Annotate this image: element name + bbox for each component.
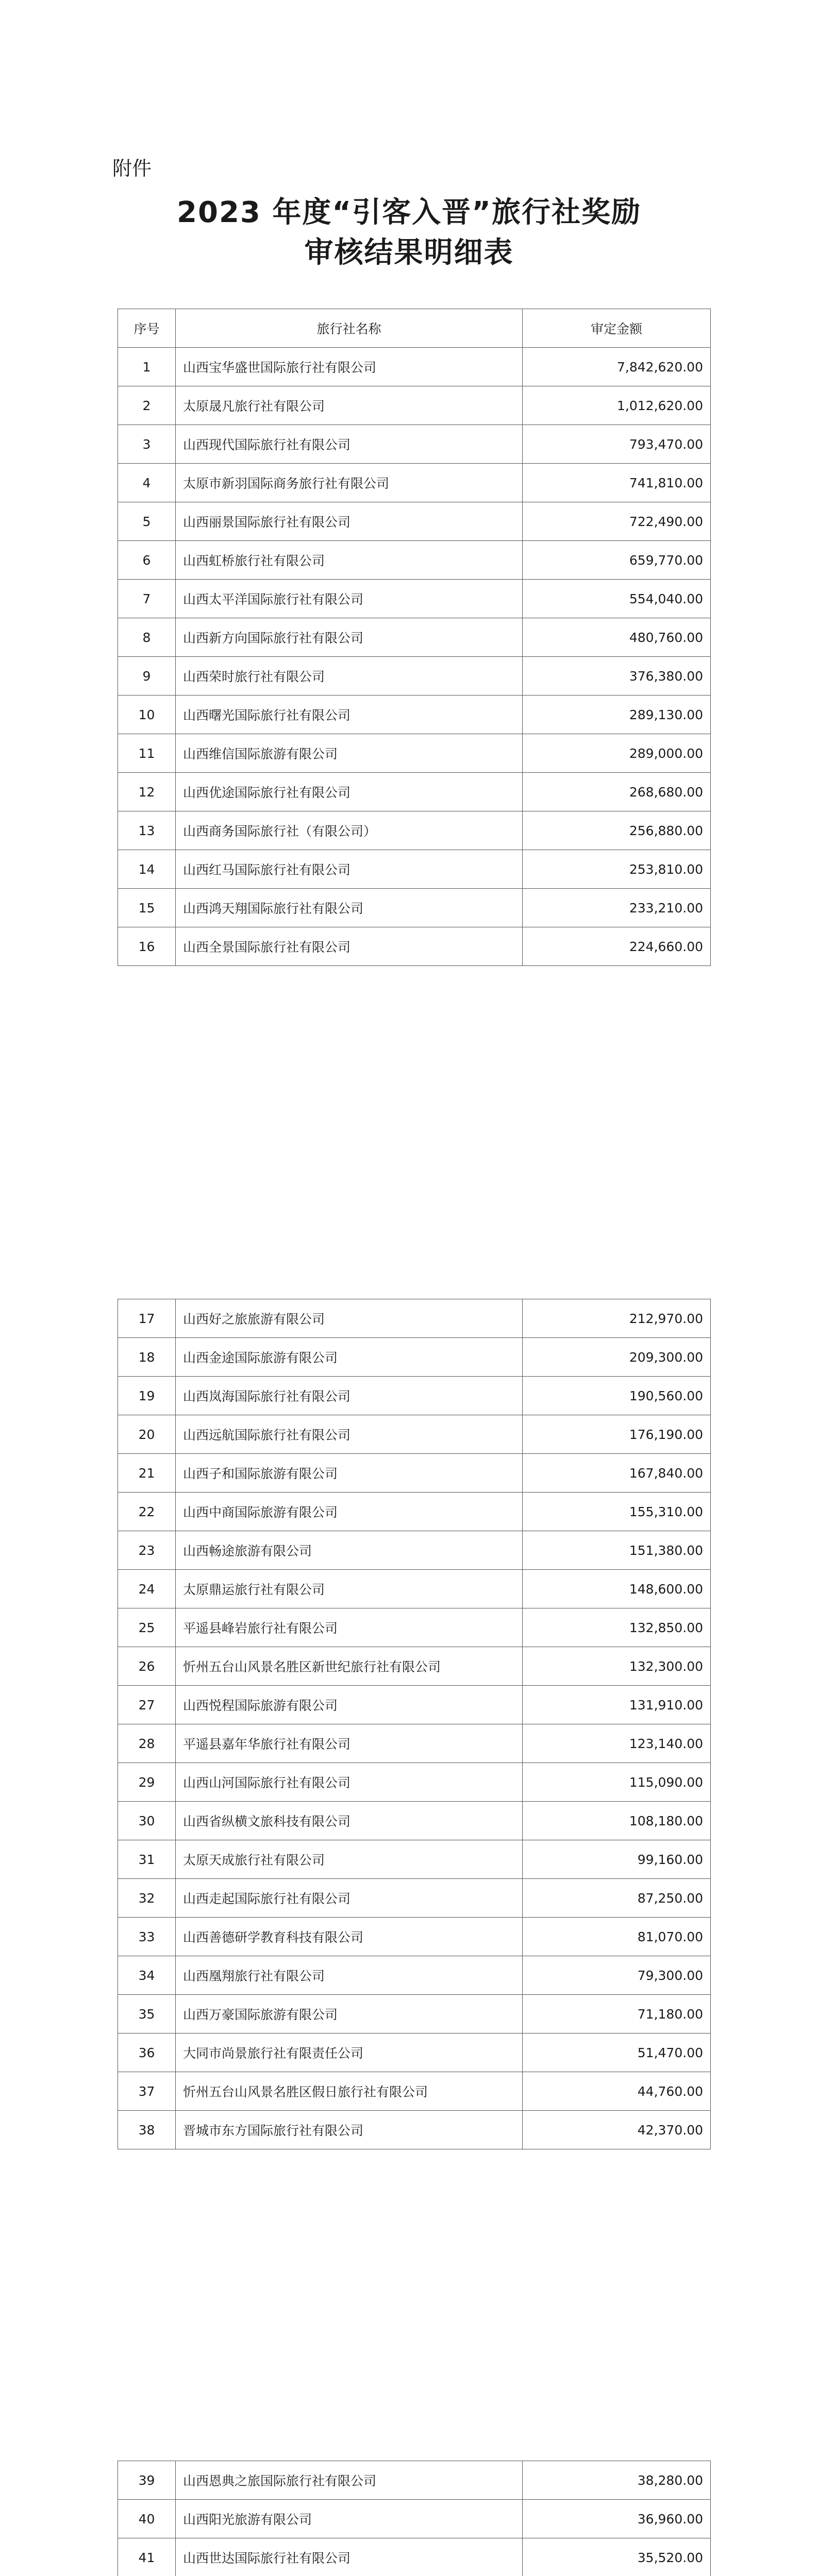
row-number: 34 [118, 1956, 176, 1995]
agency-name: 太原晟凡旅行社有限公司 [176, 386, 523, 425]
approved-amount: 741,810.00 [523, 464, 711, 502]
row-number: 38 [118, 2111, 176, 2149]
table-row [118, 1454, 711, 1493]
table-row [118, 464, 711, 502]
agency-name: 山西世达国际旅行社有限公司 [176, 2538, 523, 2576]
row-number: 4 [118, 464, 176, 502]
table-row [118, 2033, 711, 2072]
table-row [118, 927, 711, 966]
approved-amount: 131,910.00 [523, 1686, 711, 1724]
agency-name: 太原鼎运旅行社有限公司 [176, 1570, 523, 1608]
table-row [118, 889, 711, 927]
table-row [118, 1763, 711, 1802]
table-row [118, 2538, 711, 2576]
row-number: 9 [118, 657, 176, 696]
approved-amount: 38,280.00 [523, 2461, 711, 2500]
agency-name: 山西红马国际旅行社有限公司 [176, 850, 523, 889]
row-number: 31 [118, 1840, 176, 1879]
row-number: 30 [118, 1802, 176, 1840]
table-row [118, 850, 711, 889]
row-number: 1 [118, 348, 176, 386]
agency-name: 山西曙光国际旅行社有限公司 [176, 696, 523, 734]
approved-amount: 132,850.00 [523, 1608, 711, 1647]
table-row [118, 1995, 711, 2033]
approved-amount: 722,490.00 [523, 502, 711, 541]
table-row [118, 2111, 711, 2149]
table-row [118, 1377, 711, 1415]
agency-name: 山西岚海国际旅行社有限公司 [176, 1377, 523, 1415]
approved-amount: 123,140.00 [523, 1724, 711, 1763]
table-row [118, 1840, 711, 1879]
table-row [118, 541, 711, 580]
approved-amount: 289,000.00 [523, 734, 711, 773]
approved-amount: 190,560.00 [523, 1377, 711, 1415]
attachment-label: 附件 [112, 157, 152, 180]
row-number: 16 [118, 927, 176, 966]
table-row [118, 502, 711, 541]
document-title-line1: 2023 年度“引客入晋”旅行社奖励 [177, 196, 641, 229]
agency-name: 山西鸿天翔国际旅行社有限公司 [176, 889, 523, 927]
row-number: 2 [118, 386, 176, 425]
table-row [118, 1918, 711, 1956]
approved-amount: 256,880.00 [523, 811, 711, 850]
header-amount: 审定金额 [523, 309, 711, 348]
agency-name: 山西远航国际旅行社有限公司 [176, 1415, 523, 1454]
agency-name: 山西凰翔旅行社有限公司 [176, 1956, 523, 1995]
approved-amount: 36,960.00 [523, 2500, 711, 2538]
table-row [118, 1531, 711, 1570]
row-number: 26 [118, 1647, 176, 1686]
approved-amount: 554,040.00 [523, 580, 711, 618]
header-no: 序号 [118, 309, 176, 348]
approved-amount: 176,190.00 [523, 1415, 711, 1454]
agency-name: 山西宝华盛世国际旅行社有限公司 [176, 348, 523, 386]
approved-amount: 167,840.00 [523, 1454, 711, 1493]
approved-amount: 87,250.00 [523, 1879, 711, 1918]
approved-amount: 233,210.00 [523, 889, 711, 927]
row-number: 37 [118, 2072, 176, 2111]
agency-name: 山西新方向国际旅行社有限公司 [176, 618, 523, 657]
approved-amount: 35,520.00 [523, 2538, 711, 2576]
table-row [118, 386, 711, 425]
approved-amount: 7,842,620.00 [523, 348, 711, 386]
agency-name: 大同市尚景旅行社有限责任公司 [176, 2033, 523, 2072]
agency-name: 山西虹桥旅行社有限公司 [176, 541, 523, 580]
header-name: 旅行社名称 [176, 309, 523, 348]
award-table-part2 [118, 1299, 711, 2149]
row-number: 17 [118, 1299, 176, 1338]
table-row [118, 696, 711, 734]
approved-amount: 99,160.00 [523, 1840, 711, 1879]
row-number: 15 [118, 889, 176, 927]
table-row [118, 1299, 711, 1338]
agency-name: 山西好之旅旅游有限公司 [176, 1299, 523, 1338]
table-row [118, 2500, 711, 2538]
approved-amount: 224,660.00 [523, 927, 711, 966]
agency-name: 平遥县嘉年华旅行社有限公司 [176, 1724, 523, 1763]
agency-name: 山西中商国际旅游有限公司 [176, 1493, 523, 1531]
agency-name: 山西子和国际旅游有限公司 [176, 1454, 523, 1493]
row-number: 23 [118, 1531, 176, 1570]
agency-name: 山西万豪国际旅游有限公司 [176, 1995, 523, 2033]
agency-name: 山西悦程国际旅游有限公司 [176, 1686, 523, 1724]
agency-name: 忻州五台山风景名胜区假日旅行社有限公司 [176, 2072, 523, 2111]
approved-amount: 108,180.00 [523, 1802, 711, 1840]
agency-name: 山西省纵横文旅科技有限公司 [176, 1802, 523, 1840]
row-number: 5 [118, 502, 176, 541]
row-number: 18 [118, 1338, 176, 1377]
row-number: 35 [118, 1995, 176, 2033]
table-row [118, 618, 711, 657]
approved-amount: 659,770.00 [523, 541, 711, 580]
row-number: 20 [118, 1415, 176, 1454]
table-row [118, 1338, 711, 1377]
row-number: 6 [118, 541, 176, 580]
table-row [118, 1608, 711, 1647]
table-row [118, 1724, 711, 1763]
agency-name: 太原天成旅行社有限公司 [176, 1840, 523, 1879]
agency-name: 山西丽景国际旅行社有限公司 [176, 502, 523, 541]
award-table-part3 [118, 2461, 711, 2576]
approved-amount: 151,380.00 [523, 1531, 711, 1570]
table-row [118, 811, 711, 850]
row-number: 32 [118, 1879, 176, 1918]
row-number: 21 [118, 1454, 176, 1493]
row-number: 12 [118, 773, 176, 811]
approved-amount: 42,370.00 [523, 2111, 711, 2149]
agency-name: 山西维信国际旅游有限公司 [176, 734, 523, 773]
table-row [118, 580, 711, 618]
agency-name: 山西荣时旅行社有限公司 [176, 657, 523, 696]
award-table-part1 [118, 309, 711, 966]
agency-name: 晋城市东方国际旅行社有限公司 [176, 2111, 523, 2149]
agency-name: 山西山河国际旅行社有限公司 [176, 1763, 523, 1802]
approved-amount: 132,300.00 [523, 1647, 711, 1686]
row-number: 24 [118, 1570, 176, 1608]
table-row [118, 1879, 711, 1918]
row-number: 36 [118, 2033, 176, 2072]
row-number: 7 [118, 580, 176, 618]
agency-name: 山西畅途旅游有限公司 [176, 1531, 523, 1570]
row-number: 27 [118, 1686, 176, 1724]
approved-amount: 289,130.00 [523, 696, 711, 734]
row-number: 14 [118, 850, 176, 889]
row-number: 8 [118, 618, 176, 657]
row-number: 13 [118, 811, 176, 850]
table-row [118, 1802, 711, 1840]
row-number: 10 [118, 696, 176, 734]
row-number: 29 [118, 1763, 176, 1802]
approved-amount: 71,180.00 [523, 1995, 711, 2033]
approved-amount: 44,760.00 [523, 2072, 711, 2111]
agency-name: 忻州五台山风景名胜区新世纪旅行社有限公司 [176, 1647, 523, 1686]
approved-amount: 480,760.00 [523, 618, 711, 657]
row-number: 11 [118, 734, 176, 773]
approved-amount: 81,070.00 [523, 1918, 711, 1956]
table-row [118, 773, 711, 811]
agency-name: 平遥县峰岩旅行社有限公司 [176, 1608, 523, 1647]
table-row [118, 657, 711, 696]
table-row [118, 2461, 711, 2500]
agency-name: 山西金途国际旅游有限公司 [176, 1338, 523, 1377]
agency-name: 山西优途国际旅行社有限公司 [176, 773, 523, 811]
row-number: 39 [118, 2461, 176, 2500]
agency-name: 太原市新羽国际商务旅行社有限公司 [176, 464, 523, 502]
table-row [118, 348, 711, 386]
row-number: 41 [118, 2538, 176, 2576]
agency-name: 山西太平洋国际旅行社有限公司 [176, 580, 523, 618]
agency-name: 山西商务国际旅行社（有限公司） [176, 811, 523, 850]
table-row [118, 1647, 711, 1686]
row-number: 40 [118, 2500, 176, 2538]
table-row [118, 1570, 711, 1608]
agency-name: 山西阳光旅游有限公司 [176, 2500, 523, 2538]
agency-name: 山西全景国际旅行社有限公司 [176, 927, 523, 966]
table-row [118, 1956, 711, 1995]
row-number: 22 [118, 1493, 176, 1531]
approved-amount: 148,600.00 [523, 1570, 711, 1608]
approved-amount: 212,970.00 [523, 1299, 711, 1338]
document-title-line2: 审核结果明细表 [304, 236, 514, 269]
table-row [118, 1415, 711, 1454]
table-header-row [118, 309, 711, 348]
approved-amount: 115,090.00 [523, 1763, 711, 1802]
agency-name: 山西恩典之旅国际旅行社有限公司 [176, 2461, 523, 2500]
table-row [118, 1686, 711, 1724]
row-number: 19 [118, 1377, 176, 1415]
approved-amount: 51,470.00 [523, 2033, 711, 2072]
agency-name: 山西走起国际旅行社有限公司 [176, 1879, 523, 1918]
agency-name: 山西现代国际旅行社有限公司 [176, 425, 523, 464]
approved-amount: 155,310.00 [523, 1493, 711, 1531]
table-row [118, 425, 711, 464]
approved-amount: 793,470.00 [523, 425, 711, 464]
approved-amount: 268,680.00 [523, 773, 711, 811]
approved-amount: 79,300.00 [523, 1956, 711, 1995]
row-number: 33 [118, 1918, 176, 1956]
agency-name: 山西善德研学教育科技有限公司 [176, 1918, 523, 1956]
row-number: 25 [118, 1608, 176, 1647]
approved-amount: 253,810.00 [523, 850, 711, 889]
approved-amount: 209,300.00 [523, 1338, 711, 1377]
table-row [118, 734, 711, 773]
row-number: 28 [118, 1724, 176, 1763]
approved-amount: 376,380.00 [523, 657, 711, 696]
table-row [118, 2072, 711, 2111]
table-row [118, 1493, 711, 1531]
row-number: 3 [118, 425, 176, 464]
approved-amount: 1,012,620.00 [523, 386, 711, 425]
